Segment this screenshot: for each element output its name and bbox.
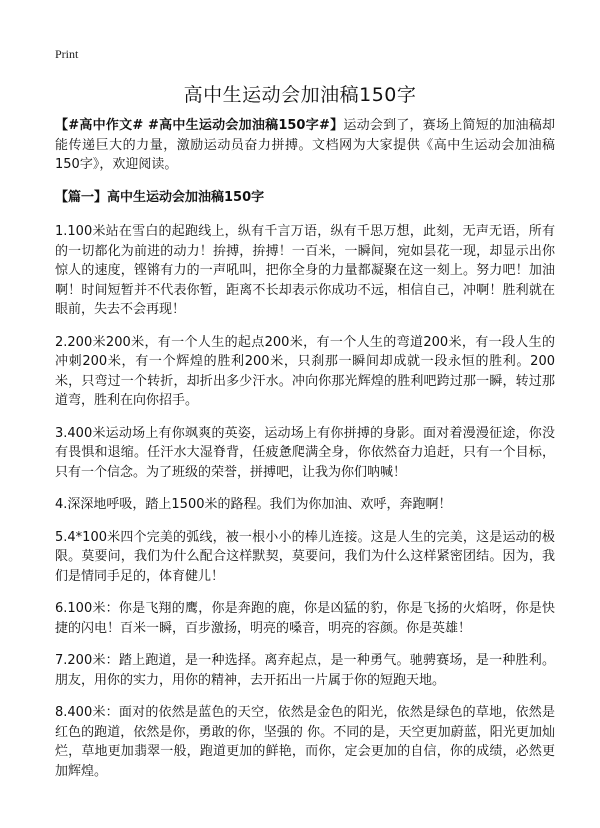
section-heading: 【篇一】高中生运动会加油稿150字 [55, 189, 265, 205]
print-link[interactable]: Print [55, 47, 79, 61]
paragraph-1: 1.100米站在雪白的起跑线上，纵有千言万语，纵有千思万想，此刻，无声无语，所有的一切都化为前进的动力！拚搏，拚搏！一百米，一瞬间，宛如昙花一现，却显示出你惊人的速度，铿锵有力的一声吼叫，把你全身的力量都凝聚在这一刻上。努力吧！加油啊！时间短暂并不代表你暂，距离不长却表示你成功不远，相信自己，冲啊！胜利就在眼前，失去不会再现！ [55, 224, 555, 317]
paragraph-7: 7.200米：踏上跑道，是一种选择。离弃起点，是一种勇气。驰骋赛场，是一种胜利。朋友，用你的实力，用你的精神，去开拓出一片属于你的短跑天地。 [55, 653, 555, 688]
intro-tag: 【#高中作文# #高中生运动会加油稿150字#】 [55, 118, 344, 133]
paragraph-6: 6.100米：你是飞翔的鹰，你是奔跑的鹿，你是凶猛的豹，你是飞扬的火焰呀，你是快捷的闪电！百米一瞬，百步激扬，明亮的嗓音，明亮的容颜。你是英雄！ [55, 601, 555, 636]
paragraph-3: 3.400米运动场上有你飒爽的英姿，运动场上有你拼搏的身影。面对着漫漫征途，你没有畏惧和退缩。任汗水大湿脊背，任疲惫爬满全身，你依然奋力追赶，只有一个目标，只有一个信念。为了班级的荣誉，拼搏吧，让我为你们呐喊！ [55, 425, 555, 480]
intro-paragraph [55, 116, 555, 175]
paragraph-5: 5.4*100米四个完美的弧线，被一根小小的棒儿连接。这是人生的完美，这是运动的极限。莫要问，我们为什么配合这样默契，莫要问，我们为什么这样紧密团结。因为，我们是情同手足的，体育健儿！ [55, 529, 555, 584]
paragraph-2: 2.200米200米，有一个人生的起点200米，有一个人生的弯道200米，有一段人生的冲刺200米，有一个辉煌的胜利200米，只刹那一瞬间却成就一段永恒的胜利。200米，只弯过一个转折，却折出多少汗水。冲向你那光辉煌的胜利吧跨过那一瞬，转过那道弯，胜利在向你招手。 [55, 334, 555, 408]
paragraph-8: 8.400米：面对的依然是蓝色的天空，依然是金色的阳光，依然是绿色的草地，依然是红色的跑道，依然是你，勇敢的你，坚强的 你。不同的是，天空更加蔚蓝，阳光更加灿烂，草地更加翡翠一般，跑道更加的鲜艳，而你，定会更加的自信，你的成绩，必然更加辉煌。 [55, 705, 555, 779]
article-body [55, 116, 555, 794]
page-title: 高中生运动会加油稿150字 [183, 84, 417, 106]
paragraph-4: 4.深深地呼吸，踏上1500米的路程。我们为你加油、欢呼，奔跑啊！ [55, 497, 452, 512]
intro-text: 运动会到了，赛场上简短的加油稿却能传递巨大的力量，激励运动员奋力拼搏。文档网为大家提供《高中生运动会加油稿150字》，欢迎阅读。 [55, 118, 555, 172]
